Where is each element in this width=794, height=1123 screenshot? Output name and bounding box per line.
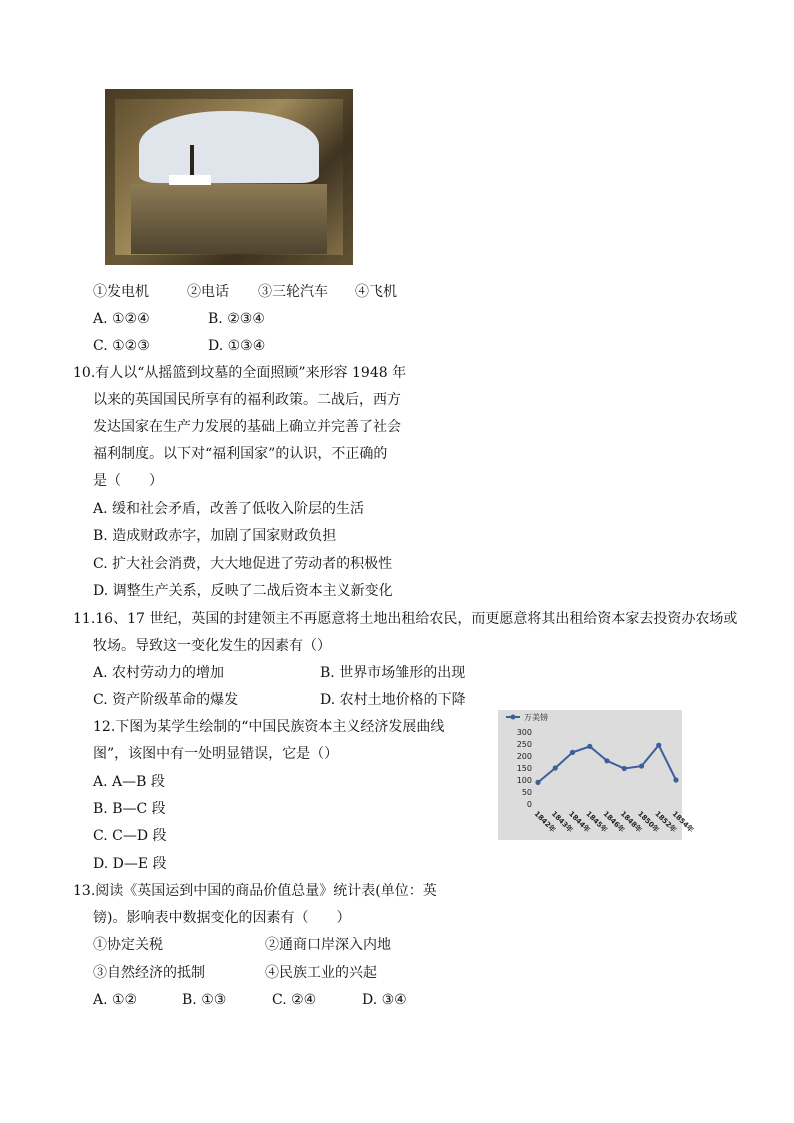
q9-choice-c[interactable]: C. ①②③ [93,338,150,354]
q10-stem-line-3: 发达国家在生产力发展的基础上确立并完善了社会 [93,419,401,435]
q10-stem-line-1: 10.有人以“从摇篮到坟墓的全面照顾”来形容 1948 年 [73,365,407,381]
y-tick-label: 300 [516,728,532,737]
q10-stem-line-4: 福利制度。以下对“福利国家”的认识，不正确的 [93,446,388,462]
data-point [553,765,558,770]
q12-choice-d[interactable]: D. D—E 段 [93,856,167,872]
q9-choice-a[interactable]: A. ①②④ [93,311,150,327]
x-tick-label: 1852年 [653,809,678,835]
x-tick-label: 1854年 [670,809,695,835]
data-point [656,743,661,748]
q10-choice-d[interactable]: D. 调整生产关系，反映了二战后资本主义新变化 [93,583,393,599]
legend-marker [511,715,516,720]
q10-stem-line-5: 是（ ） [93,473,163,489]
q12-stem-line-1: 12.下图为某学生绘制的“中国民族资本主义经济发展曲线 [93,719,445,735]
chart-canvas [498,710,695,840]
q9-option-3: ③三轮汽车 [258,284,328,300]
data-point [673,777,678,782]
q13-stem-line-2: 镑)。影响表中数据变化的因素有（ ） [93,910,351,926]
q12-choice-a[interactable]: A. A—B 段 [93,774,165,790]
q9-choice-d[interactable]: D. ①③④ [208,338,266,354]
q11-choice-d[interactable]: D. 农村土地价格的下降 [320,692,466,708]
q9-choice-b[interactable]: B. ②③④ [208,311,265,327]
q12-line-chart [498,710,695,840]
x-tick-label: 1844年 [567,809,592,835]
q13-choice-c[interactable]: C. ②④ [272,992,317,1008]
q13-option-2: ②通商口岸深入内地 [265,937,391,953]
y-tick-label: 150 [516,764,532,773]
legend-label: 万美镑 [524,713,548,722]
x-tick-label: 1843年 [549,809,575,835]
y-tick-label: 0 [526,800,532,809]
data-point [535,780,540,785]
q11-stem-line-1: 11.16、17 世纪，英国的封建领主不再愿意将土地出租给农民，而更愿意将其出租给资本家去投资办农场或 [73,611,738,627]
q13-choice-d[interactable]: D. ③④ [362,992,407,1008]
q13-choice-b[interactable]: B. ①③ [182,992,227,1008]
x-tick-label: 1850年 [636,809,661,835]
q12-choice-b[interactable]: B. B—C 段 [93,801,166,817]
y-tick-label: 100 [516,776,532,785]
q12-stem-line-2: 图”，该图中有一处明显错误，它是（） [93,746,339,762]
q11-stem-line-2: 牧场。导致这一变化发生的因素有（） [93,638,331,654]
q10-stem-line-2: 以来的英国国民所享有的福利政策。二战后，西方 [93,392,401,408]
q11-choice-a[interactable]: A. 农村劳动力的增加 [93,665,225,681]
q10-choice-c[interactable]: C. 扩大社会消费，大大地促进了劳动者的积极性 [93,556,393,572]
q13-stem-line-1: 13.阅读《英国运到中国的商品价值总量》统计表(单位：英 [73,883,437,899]
q13-option-4: ④民族工业的兴起 [265,965,377,981]
y-tick-label: 50 [521,788,532,797]
y-tick-label: 200 [516,752,532,761]
data-point [622,766,627,771]
y-tick-label: 250 [516,740,532,749]
q11-choice-b[interactable]: B. 世界市场雏形的出现 [320,665,466,681]
q13-option-3: ③自然经济的抵制 [93,965,205,981]
photo-decorative-frame [105,89,353,265]
data-point [639,763,644,768]
q9-option-4: ④飞机 [355,284,397,300]
q11-choice-c[interactable]: C. 资产阶级革命的爆发 [93,692,239,708]
factory-illustration [105,89,353,265]
x-tick-label: 1845年 [584,809,609,835]
q9-option-2: ②电话 [187,284,229,300]
q13-choice-a[interactable]: A. ①② [93,992,138,1008]
data-point [604,758,609,763]
x-tick-label: 1842年 [532,809,557,835]
x-tick-label: 1846年 [601,809,626,835]
data-point [587,744,592,749]
q13-option-1: ①协定关税 [93,937,163,953]
series-line [538,745,676,782]
q9-option-1: ①发电机 [93,284,149,300]
q10-choice-a[interactable]: A. 缓和社会矛盾，改善了低收入阶层的生活 [93,501,365,517]
q10-choice-b[interactable]: B. 造成财政赤字，加剧了国家财政负担 [93,528,337,544]
x-tick-label: 1848年 [618,809,644,835]
q12-choice-c[interactable]: C. C—D 段 [93,828,167,844]
data-point [570,750,575,755]
